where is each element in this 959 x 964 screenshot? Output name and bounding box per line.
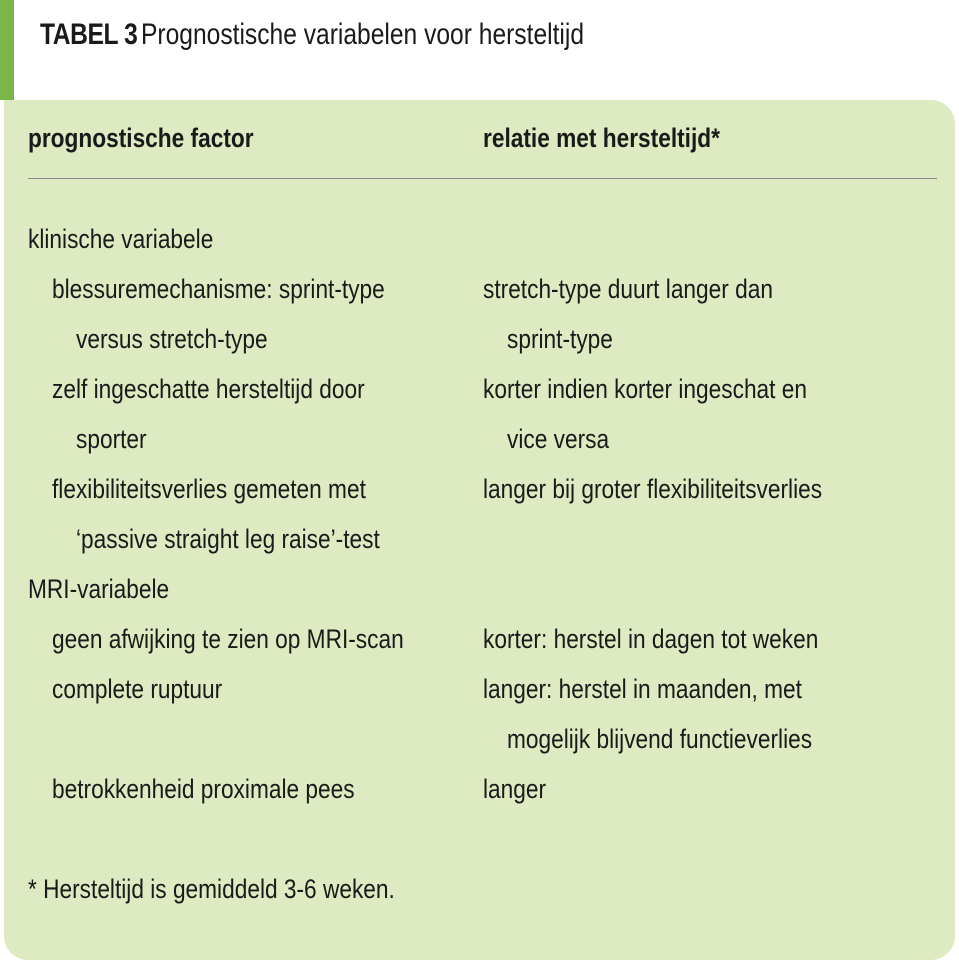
row-6-relation-line-1: langer — [483, 774, 547, 804]
header-factor: prognostische factor — [28, 123, 254, 153]
accent-bar — [0, 0, 14, 100]
table-caption: Prognostische variabelen voor hersteltijd — [140, 18, 584, 51]
row-2-factor-line-1: zelf ingeschatte hersteltijd door — [52, 374, 365, 404]
table-number: TABEL 3 — [40, 18, 138, 51]
row-5-relation-line-2: mogelijk blijvend functieverlies — [507, 724, 813, 754]
table-footnote: * Hersteltijd is gemiddeld 3-6 weken. — [28, 874, 395, 904]
row-4-factor-line-1: geen afwijking te zien op MRI-scan — [52, 624, 404, 654]
row-2-factor-line-2: sporter — [76, 424, 147, 454]
row-1-factor-line-2: versus stretch-type — [76, 324, 268, 354]
table-title — [40, 18, 681, 62]
row-1-relation-line-1: stretch-type duurt langer dan — [483, 274, 773, 304]
row-3-relation-line-1: langer bij groter flexibiliteitsverlies — [483, 474, 823, 504]
row-5-relation-line-1: langer: herstel in maanden, met — [483, 674, 802, 704]
row-1-relation-line-2: sprint-type — [507, 324, 613, 354]
row-6-factor-line-1: betrokkenheid proximale pees — [52, 774, 355, 804]
row-4-relation-line-1: korter: herstel in dagen tot weken — [483, 624, 819, 654]
section-mri: MRI-variabele — [28, 574, 170, 604]
section-clinical: klinische variabele — [28, 224, 214, 254]
row-2-relation-line-1: korter indien korter ingeschat en — [483, 374, 808, 404]
row-3-factor-line-2: ‘passive straight leg raise’-test — [76, 524, 380, 554]
row-5-factor-line-1: complete ruptuur — [52, 674, 223, 704]
row-1-factor-line-1: blessuremechanisme: sprint-type — [52, 274, 385, 304]
row-2-relation-line-2: vice versa — [507, 424, 610, 454]
header-rule — [28, 178, 937, 179]
header-relation: relatie met hersteltijd* — [483, 123, 720, 153]
row-3-factor-line-1: flexibiliteitsverlies gemeten met — [52, 474, 366, 504]
